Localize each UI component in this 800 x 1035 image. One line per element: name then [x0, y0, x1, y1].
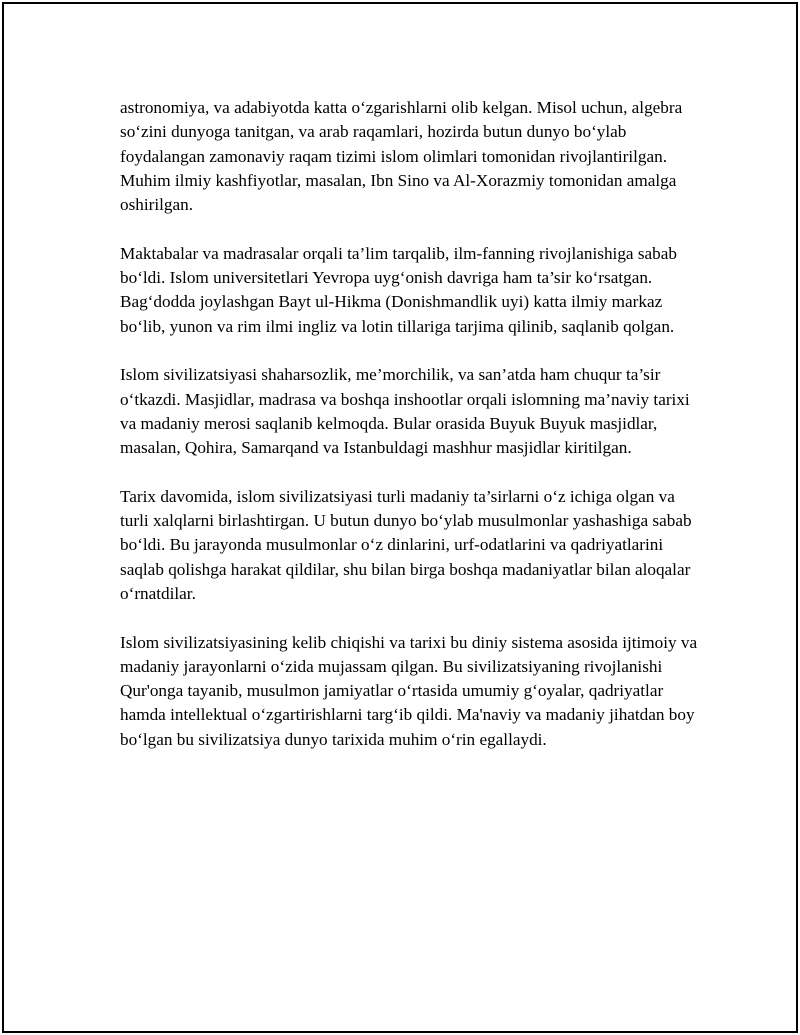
paragraph-3: Islom sivilizatsiyasi shaharsozlik, me’morchilik, va san’atda ham chuqur ta’sir o‘tkazdi. Masjidlar, madrasa va boshqa inshootlar orqali islomning ma’naviy tarixi va madaniy merosi saqlanib kelmoqda. Bular orasida Buyuk Buyuk masjidlar, masalan, Qohira, Samarqand va Istanbuldagi mashhur masjidlar kiritilgan. [120, 365, 690, 458]
paragraph-2: Maktabalar va madrasalar orqali ta’lim tarqalib, ilm-fanning rivojlanishiga sabab bo‘ldi. Islom universitetlari Yevropa uyg‘onish davriga ham ta’sir ko‘rsatgan. Bag‘dodda joylashgan Bayt ul-Hikma (Donishmandlik uyi) katta ilmiy markaz bo‘lib, yunon va rim ilmi ingliz va lotin tillariga tarjima qilinib, saqlanib qolgan. [120, 243, 677, 336]
page-frame [2, 2, 798, 1033]
paragraph-5: Islom sivilizatsiyasining kelib chiqishi va tarixi bu diniy sistema asosida ijtimoiy va madaniy jarayonlarni o‘zida mujassam qilgan. Bu sivilizatsiyaning rivojlanishi Qur'onga tayanib, musulmon jamiyatlar o‘rtasida umumiy g‘oyalar, qadriyatlar hamda intellektual o‘zgartirishlarni targ‘ib qildi. Ma'naviy va madaniy jihatdan boy bo‘lgan bu sivilizatsiya dunyo tarixida muhim o‘rin egallaydi. [120, 632, 698, 749]
paragraph-1: astronomiya, va adabiyotda katta o‘zgarishlarni olib kelgan. Misol uchun, algebra so‘zini dunyoga tanitgan, va arab raqamlari, hozirda butun dunyo bo‘ylab foydalangan zamonaviy raqam tizimi islom olimlari tomonidan rivojlantirilgan. Muhim ilmiy kashfiyotlar, masalan, Ibn Sino va Al-Xorazmiy tomonidan amalga oshirilgan. [120, 98, 683, 215]
paragraph-4: Tarix davomida, islom sivilizatsiyasi turli madaniy ta’sirlarni o‘z ichiga olgan va turli xalqlarni birlashtirgan. U butun dunyo bo‘ylab musulmonlar yashashiga sabab bo‘ldi. Bu jarayonda musulmonlar o‘z dinlarini, urf-odatlarini va qadriyatlarini saqlab qolishga harakat qildilar, shu bilan birga boshqa madaniyatlar bilan aloqalar o‘rnatdilar. [120, 486, 692, 603]
document-body [120, 96, 700, 776]
